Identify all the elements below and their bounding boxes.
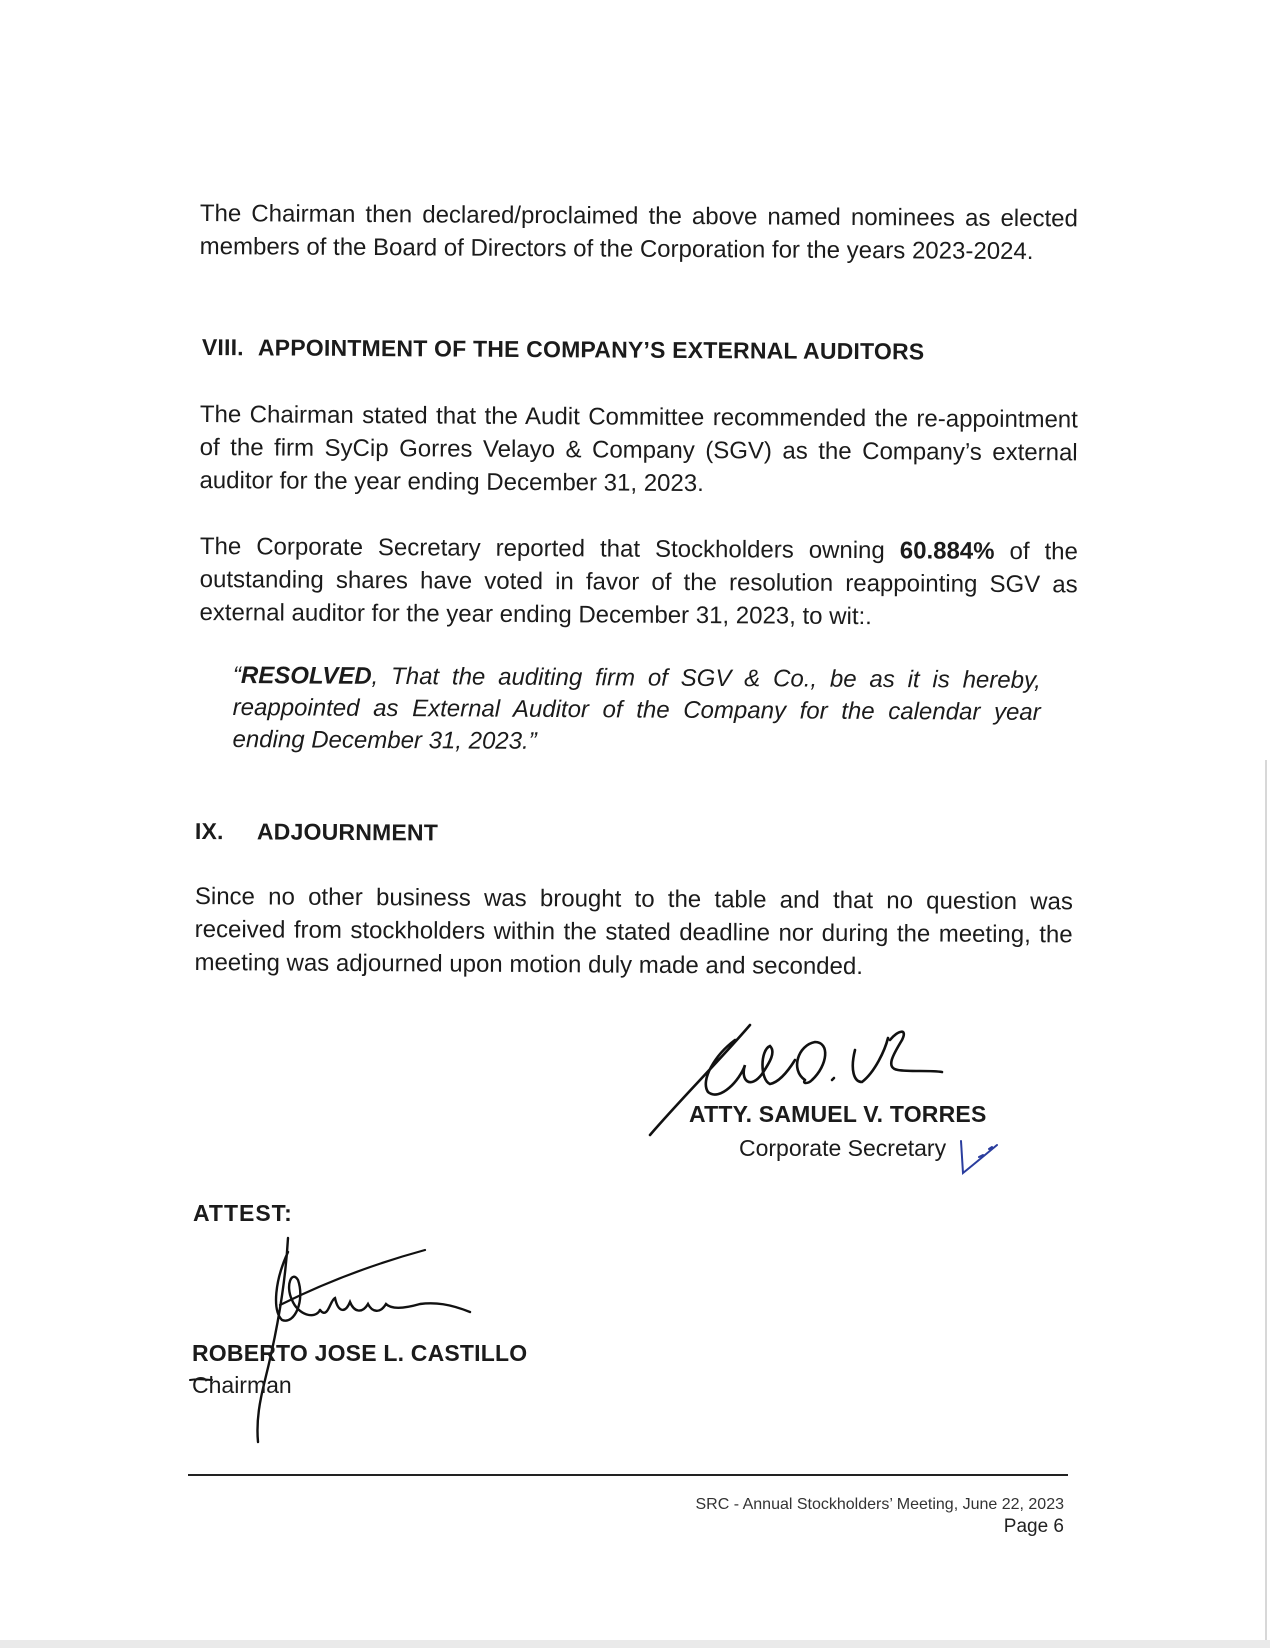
vote-report-paragraph: [199, 530, 1078, 634]
section-ix-title: ADJOURNMENT: [256, 818, 439, 846]
footer-meeting-title: SRC - Annual Stockholders’ Meeting, June 22, 2023: [695, 1496, 1064, 1513]
resolution-quote: [232, 660, 1041, 761]
auditor-recommendation-paragraph: The Chairman stated that the Audit Committee recommended the re-appointment of the firm SyCip Gorres Velayo & Company (SGV) as the Company’s external auditor for the year ending December 31, 2023.: [199, 400, 1078, 498]
section-viii-heading: [202, 334, 925, 365]
initials-mark: [955, 1135, 1005, 1175]
section-viii-title: APPOINTMENT OF THE COMPANY’S EXTERNAL AUDITORS: [257, 334, 925, 365]
intro-paragraph: The Chairman then declared/proclaimed the above named nominees as elected members of the Board of Directors of the Corporation for the years 2023-2024.: [199, 199, 1078, 266]
chairman-name: ROBERTO JOSE L. CASTILLO: [192, 1340, 528, 1366]
vote-percentage: 60.884%: [899, 537, 995, 565]
secretary-name: ATTY. SAMUEL V. TORRES: [689, 1101, 987, 1127]
vote-report-text-end: of the outstanding shares have voted in favor of the resolution reappointing SGV as external auditor for the year ending December 31, 2023, to wit:.: [199, 537, 1078, 631]
adjournment-paragraph: Since no other business was brought to the table and that no question was received from stockholders within the stated deadline nor during the meeting, the meeting was adjourned upon motion duly made and seconded.: [194, 882, 1073, 981]
attest-label: ATTEST:: [193, 1200, 293, 1226]
scan-edge-line: [1265, 760, 1267, 1648]
resolution-keyword: RESOLVED: [240, 662, 372, 690]
resolution-open-quote: “: [232, 661, 241, 690]
section-ix-number: IX.: [194, 818, 224, 845]
footer-page-number: Page 6: [1003, 1516, 1064, 1537]
secretary-title: Corporate Secretary: [739, 1135, 947, 1161]
chairman-title: Chairman: [192, 1372, 292, 1398]
resolution-text: , That the auditing firm of SGV & Co., be as it is hereby, reappointed as External Auditor of the Company for the calendar year ending December 31, 2023.”: [232, 662, 1041, 755]
footer-divider: [188, 1474, 1068, 1476]
scan-bottom-edge: [0, 1640, 1270, 1648]
vote-report-text-start: The Corporate Secretary reported that Stockholders owning: [199, 532, 900, 565]
section-viii-number: VIII.: [201, 334, 244, 361]
section-ix-heading: [195, 818, 438, 846]
